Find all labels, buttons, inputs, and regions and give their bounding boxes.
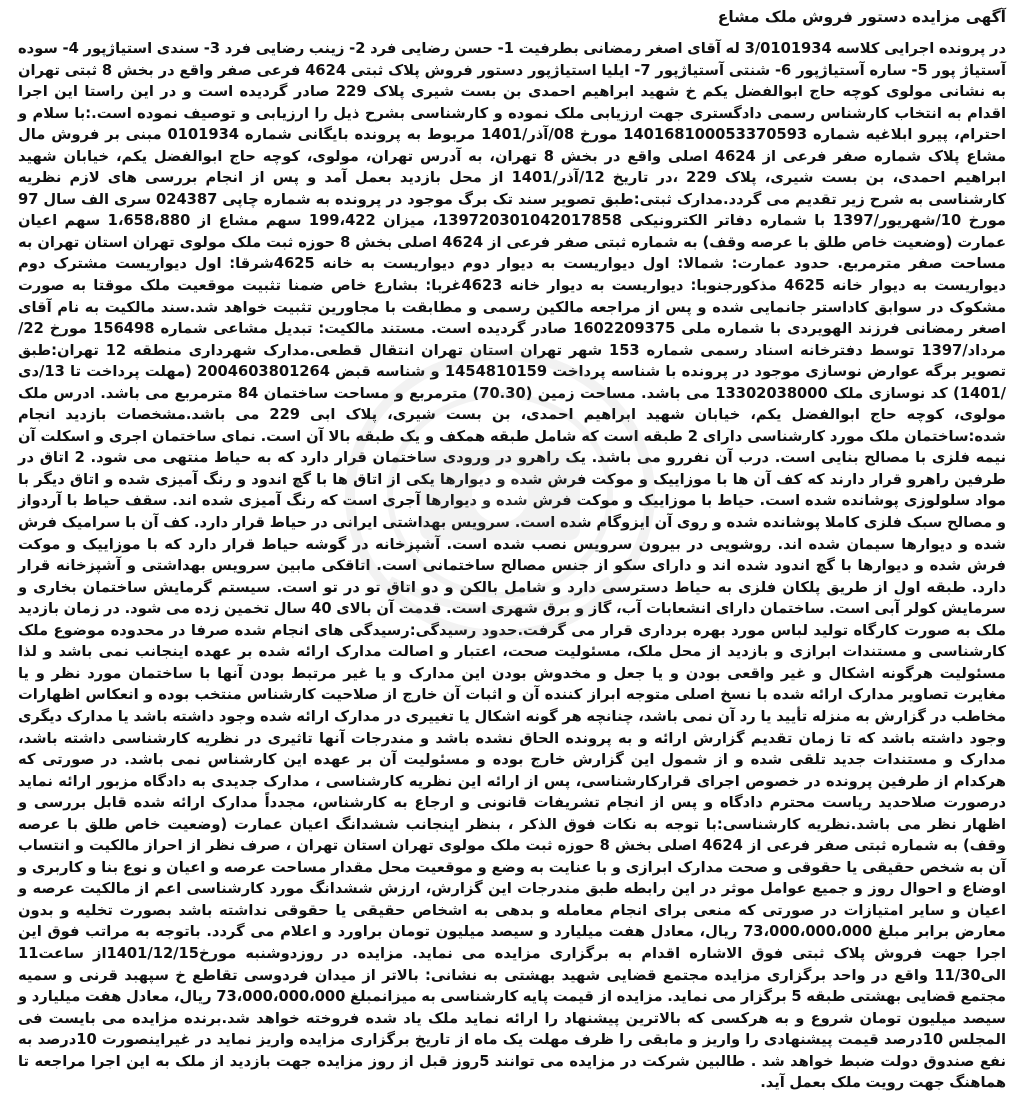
notice-body: در پرونده اجرایی کلاسه 3/0101934 له آقای اصغر رمضانی بطرفیت 1- حسن رضایی فرد 2- زینب رضایی فرد 3- سندی استیاژپور 4- سوده آستیاژ پور 5- ساره آستیاژپور 6- شنتی آستیاژپور 7- ایلیا استیاژپور دستور فروش پلاک ثبتی 4624 فرعی صفر واقع در بخش 8 ثبتی تهران به نشانی مولوی کوچه حاج ابوالفضل یکم خ شهید ابراهیم احمدی بن بست شیری پلاک 229 صادر گردیده است و در این راستا این اجرا اقدام به انتخاب کارشناس رسمی دادگستری جهت ارزیابی ملک نموده و کارشناسی بشرح ذیل را ارزیابی و توصیف نموده است.:با سلام و احترام، پیرو ابلاغیه شماره 140168100053370593 مورخ 08/آذر/1401 مربوط به پرونده بایگانی شماره 0101934 مبنی بر فروش مال مشاع پلاک شماره صفر فرعی از 4624 اصلی واقع در بخش 8 تهران، به آدرس تهران، مولوی، کوچه حاج ابوالفضل یکم، خیابان شهید ابراهیم احمدی، بن بست شیری، پلاک 229 ،در تاریخ 12/آذر/1401 از محل بازدید بعمل آمد و پس از انجام بررسی های لازم نظریه کارشناسی به شرح زیر تقدیم می گردد.مدارک ثبتی:طبق تصویر سند تک برگ موجود در پرونده به شماره چاپی 024387 سری الف سال 97 مورخ 10/شهریور/1397 با شماره دفاتر الکترونیکی 139720301042017858، میزان 199،422 سهم مشاع از 1،658،880 سهم اعیان عمارت (وضعیت خاص طلق با عرصه وقف) به شماره ثبتی صفر فرعی از 4624 اصلی بخش 8 حوزه ثبت ملک مولوی تهران استان تهران به مساحت صفر مترمربع. حدود عمارت: شمالا: اول دیواریست به دیوار دوم دیواریست به خانه 4625شرقا: اول دیواریست مشترک دوم دیواریست به دیوار خانه 4625 مذکورجنوبا: دیواریست به دیوار خانه 4623غربا: بشارع خاص ضمنا تثبیت موقعیت ملک موقتا به صورت مشکوک در سوابق کاداستر جانمایی شده و پس از مراجعه مالکین رسمی و مطابقت با مجاورین تثبیت خواهد شد.سند مالکیت به نام آقای اصغر رمضانی فرزند الهویردی با شماره ملی 1602209375 صادر گردیده است. مستند مالکیت: تبدیل مشاعی شماره 156498 مورخ 22/مرداد/1397 توسط دفترخانه اسناد رسمی شماره 153 شهر تهران استان تهران انتقال قطعی.مدارک شهرداری منطقه 12 تهران:طبق تصویر برگه عوارض نوسازی موجود در پرونده با شناسه پرداخت 1454810159 و شناسه قبض 2004603801264 (مهلت پرداخت تا 13/دی /1401) کد نوسازی ملک 13302038000 می باشد. مساحت زمین (70.30) مترمربع و مساحت ساختمان 84 مترمربع می باشد. ادرس ملک مولوی، کوچه حاج ابوالفضل یکم، خیابان شهید ابراهیم احمدی، بن بست شیری، پلاک ابی 229 می باشد.مشخصات بازدید انجام شده:ساختمان ملک مورد کارشناسی دارای 2 طبقه است که شامل طبقه همکف و یک طبقه بالا آن است. نمای ساختمان اجری و اسکلت آن نیمه فلزی با مصالح بنایی است. درب آن نفررو می باشد. یک راهرو در ورودی ساختمان قرار دارد که به حیاط منتهی می شود. 2 اتاق در طرفین راهرو قرار دارند که کف آن ها با موزاییک و موکت فرش شده و دیوارها یکی از اتاق ها با گچ اندود و رنگ آمیزی شده و اتاق دیگر با مواد سلولوزی پوشانده شده است. حیاط با موزاییک و موکت فرش شده و دیوارها آجری است که رنگ آمیزی شده اند. سقف حیاط با آردواز و مصالح سبک فلزی کاملا پوشانده شده و روی آن ایزوگام شده است. سرویس بهداشتی ایرانی در حیاط قرار دارد. کف آن با سرامیک فرش شده و دیوارها سیمان شده اند. روشویی در بیرون سرویس نصب شده است. آشپزخانه در گوشه حیاط قرار دارد که با موزاییک و موکت فرش شده و دیوارها با گچ اندود شده اند و دارای سکو از جنس مصالح ساختمانی است. اتاقکی مابین سرویس بهداشتی و آشپزخانه قرار دارد. طبقه اول از طریق پلکان فلزی به حیاط دسترسی دارد و شامل بالکن و دو اتاق تو در تو است. سیستم گرمایش ساختمان بخاری و سرمایش کولر آبی است. ساختمان دارای انشعابات آب، گاز و برق شهری است. قدمت آن بالای 40 سال تخمین زده می شود. در زمان بازدید ملک به صورت کارگاه تولید لباس مورد بهره برداری قرار می گرفت.حدود رسیدگی:رسیدگی های انجام شده صرفا در محدوده موضوع ملک کارشناسی و مستندات ابرازی و بازدید از محل ملک، مسئولیت صحت، اعتبار و اصالت مدارک ارائه شده بر عهده اینجانب نمی باشد و لذا مسئولیت هرگونه اشکال و غیر واقعی بودن و یا جعل و مخدوش بودن این مدارک و یا غیر مرتبط بودن آنها با ساختمان مورد نظر و یا مغایرت تصاویر مدارک ارائه شده با نسخ اصلی متوجه ابراز کننده آن و اثبات آن خارج از صلاحیت کارشناس منتخب بوده و انعکاس اظهارات مخاطب در گزارش به منزله تأیید یا رد آن نمی باشد، چنانچه هر گونه اشکال یا تغییری در مدارک ارائه شده وجود داشته باشد یا مدارک دیگری وجود داشته باشد که تا زمان تقدیم گزارش ارائه و به پرونده الحاق نشده باشد و مندرجات آنها تاثیری در نظریه کارشناسی داشته باشد، مدارک و مستندات جدید تلقی شده و از شمول این گزارش خارج بوده و مسئولیت آن بر عهده این کارشناس نمی باشد. در صورتی که هرکدام از طرفین پرونده در خصوص اجرای قرارکارشناسی، پس از ارائه این نظریه کارشناسی ، مدارک جدیدی به دادگاه مزبور ارائه نماید درصورت صلاحدید ریاست محترم دادگاه و پس از انجام تشریفات قانونی و ارجاع به کارشناس، مجدداً مدارک ارائه شده قابل بررسی و اظهار نظر می باشد.نظریه کارشناسی:با توجه به نکات فوق الذکر ، بنظر اینجانب ششدانگ اعیان عمارت (وضعیت خاص طلق با عرصه وقف) به شماره ثبتی صفر فرعی از 4624 اصلی بخش 8 حوزه ثبت ملک مولوی تهران استان تهران ، صرف نظر از احراز مالکیت و انتساب آن به شخص حقیقی یا حقوقی و صحت مدارک ابرازی و با عنایت به وضع و موقعیت محل مقدار مساحت عرصه و اعیان و نوع بنا و کاربری و اوضاع و احوال روز و جمیع عوامل موثر در این رابطه طبق مندرجات این گزارش، ارزش ششدانگ مورد کارشناسی اعم از مالکیت عرصه و اعیان و سایر امتیازات در صورتی که منعی برای انجام معامله و بدهی به اشخاص حقیقی یا حقوقی نداشته باشد بصورت تخلیه و بدون معارض برابر مبلغ 73،000،000،000 ریال، معادل هفت میلیارد و سیصد میلیون تومان براورد و اعلام می گردد. باتوجه به مراتب فوق این اجرا جهت فروش پلاک ثبتی فوق الاشاره اقدام به برگزاری مزایده می نماید. مزایده در روزدوشنبه مورخ1401/12/15از ساعت11 الی11/30 واقع در واحد برگزاری مزایده مجتمع قضایی شهید بهشتی به نشانی: بالاتر از میدان فردوسی تقاطع خ سپهبد قرنی و سمیه مجتمع قضایی بهشتی طبقه 5 برگزار می نماید. مزایده از قیمت پایه کارشناسی به میزانمبلغ 73،000،000،000 ریال، معادل هفت میلیارد و سیصد میلیون تومان شروع و به هرکسی که بالاترین پیشنهاد را ارائه نماید ملک یاد شده فروخته خواهد شد.برنده مزایده می بایست فی المجلس 10درصد قیمت پیشنهادی را واریز و مابقی را ظرف مهلت یک ماه از تاریخ برگزاری مزایده واریز نماید در غیراینصورت 10درصد به نفع صندوق دولت ضبط خواهد شد . طالبین شرکت در مزایده می توانند 5روز قبل از روز مزایده جهت بازدید از ملک به این اجرا مراجعه تا هماهنگ جهت رویت ملک بعمل آید. bbox=[18, 40, 1007, 1092]
notice-title: آگهی مزایده دستور فروش ملک مشاع bbox=[717, 8, 1006, 26]
